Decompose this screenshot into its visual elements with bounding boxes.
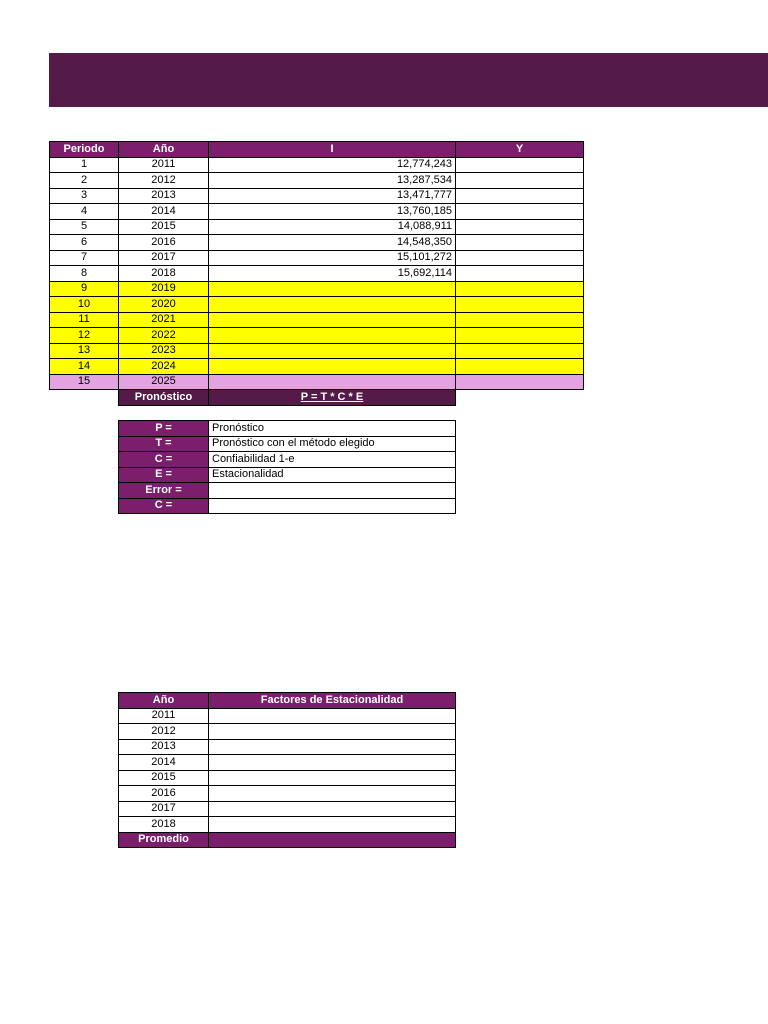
cell-anio[interactable]: 2019 — [119, 281, 209, 297]
cell-periodo[interactable]: 13 — [50, 343, 119, 359]
header-periodo[interactable]: Periodo — [50, 142, 119, 158]
cell-i[interactable]: 14,548,350 — [209, 235, 456, 251]
header-i[interactable]: I — [209, 142, 456, 158]
legend-value[interactable]: Confiabilidad 1-e — [209, 452, 456, 468]
table-row — [50, 250, 584, 266]
legend-value[interactable]: Estacionalidad — [209, 467, 456, 483]
cell-i[interactable] — [209, 374, 456, 390]
promedio-value-cell[interactable] — [209, 832, 456, 848]
season-header-anio[interactable]: Año — [119, 693, 209, 709]
cell-i[interactable]: 13,287,534 — [209, 173, 456, 189]
cell-i[interactable]: 13,760,185 — [209, 204, 456, 220]
season-year[interactable]: 2013 — [119, 739, 209, 755]
cell-periodo[interactable]: 11 — [50, 312, 119, 328]
cell-y[interactable] — [456, 235, 584, 251]
season-factor[interactable] — [209, 801, 456, 817]
pronostico-formula-table — [118, 389, 456, 406]
cell-y[interactable] — [456, 204, 584, 220]
cell-y[interactable] — [456, 312, 584, 328]
cell-y[interactable] — [456, 188, 584, 204]
season-factor[interactable] — [209, 817, 456, 833]
legend-value[interactable]: Pronóstico — [209, 421, 456, 437]
season-factor[interactable] — [209, 739, 456, 755]
season-row — [119, 708, 456, 724]
season-factor[interactable] — [209, 770, 456, 786]
legend-row — [119, 421, 456, 437]
cell-y[interactable] — [456, 374, 584, 390]
season-year[interactable]: 2011 — [119, 708, 209, 724]
cell-i[interactable]: 15,101,272 — [209, 250, 456, 266]
table-row — [50, 188, 584, 204]
cell-i[interactable] — [209, 343, 456, 359]
cell-y[interactable] — [456, 343, 584, 359]
title-banner — [49, 53, 768, 107]
cell-periodo[interactable]: 3 — [50, 188, 119, 204]
legend-key[interactable]: E = — [119, 467, 209, 483]
legend-key[interactable]: Error = — [119, 483, 209, 499]
cell-i[interactable]: 14,088,911 — [209, 219, 456, 235]
cell-periodo[interactable]: 7 — [50, 250, 119, 266]
cell-periodo[interactable]: 2 — [50, 173, 119, 189]
table-row — [50, 157, 584, 173]
cell-anio[interactable]: 2015 — [119, 219, 209, 235]
pronostico-label[interactable]: Pronóstico — [119, 390, 209, 406]
cell-anio[interactable]: 2020 — [119, 297, 209, 313]
cell-i[interactable] — [209, 359, 456, 375]
cell-y[interactable] — [456, 173, 584, 189]
cell-anio[interactable]: 2024 — [119, 359, 209, 375]
promedio-label[interactable]: Promedio — [119, 832, 209, 848]
cell-periodo[interactable]: 12 — [50, 328, 119, 344]
cell-anio[interactable]: 2014 — [119, 204, 209, 220]
table-row — [50, 374, 584, 390]
legend-key[interactable]: C = — [119, 452, 209, 468]
cell-anio[interactable]: 2022 — [119, 328, 209, 344]
legend-row — [119, 436, 456, 452]
cell-periodo[interactable]: 5 — [50, 219, 119, 235]
table-row — [50, 312, 584, 328]
cell-i[interactable]: 12,774,243 — [209, 157, 456, 173]
cell-i[interactable] — [209, 312, 456, 328]
season-factor[interactable] — [209, 724, 456, 740]
cell-periodo[interactable]: 6 — [50, 235, 119, 251]
cell-anio[interactable]: 2012 — [119, 173, 209, 189]
season-factor[interactable] — [209, 786, 456, 802]
legend-value[interactable] — [209, 483, 456, 499]
table-row — [50, 328, 584, 344]
season-year[interactable]: 2012 — [119, 724, 209, 740]
season-year[interactable]: 2017 — [119, 801, 209, 817]
season-row — [119, 724, 456, 740]
cell-anio[interactable]: 2023 — [119, 343, 209, 359]
cell-periodo[interactable]: 9 — [50, 281, 119, 297]
table-row — [50, 359, 584, 375]
cell-i[interactable]: 15,692,114 — [209, 266, 456, 282]
cell-anio[interactable]: 2011 — [119, 157, 209, 173]
cell-periodo[interactable]: 1 — [50, 157, 119, 173]
header-anio[interactable]: Año — [119, 142, 209, 158]
legend-key[interactable]: T = — [119, 436, 209, 452]
season-factor[interactable] — [209, 755, 456, 771]
cell-periodo[interactable]: 15 — [50, 374, 119, 390]
cell-y[interactable] — [456, 250, 584, 266]
cell-y[interactable] — [456, 359, 584, 375]
season-header-factores[interactable]: Factores de Estacionalidad — [209, 693, 456, 709]
cell-y[interactable] — [456, 281, 584, 297]
cell-y[interactable] — [456, 266, 584, 282]
legend-value[interactable] — [209, 498, 456, 514]
cell-anio[interactable]: 2021 — [119, 312, 209, 328]
legend-row — [119, 498, 456, 514]
cell-i[interactable] — [209, 281, 456, 297]
season-row — [119, 817, 456, 833]
table-row — [50, 219, 584, 235]
cell-anio[interactable]: 2013 — [119, 188, 209, 204]
pronostico-formula-cell[interactable] — [209, 390, 456, 406]
header-y[interactable]: Y — [456, 142, 584, 158]
cell-anio[interactable]: 2016 — [119, 235, 209, 251]
cell-y[interactable] — [456, 157, 584, 173]
season-year[interactable]: 2015 — [119, 770, 209, 786]
cell-periodo[interactable]: 10 — [50, 297, 119, 313]
pronostico-formula: P = T * C * E — [300, 390, 364, 403]
cell-anio[interactable]: 2025 — [119, 374, 209, 390]
season-row — [119, 755, 456, 771]
legend-key[interactable]: C = — [119, 498, 209, 514]
season-row — [119, 801, 456, 817]
legend-key[interactable]: P = — [119, 421, 209, 437]
cell-y[interactable] — [456, 328, 584, 344]
legend-value[interactable]: Pronóstico con el método elegido — [209, 436, 456, 452]
season-row — [119, 786, 456, 802]
cell-periodo[interactable]: 4 — [50, 204, 119, 220]
seasonality-factors-table — [118, 692, 456, 848]
cell-i[interactable] — [209, 297, 456, 313]
cell-y[interactable] — [456, 297, 584, 313]
season-row — [119, 770, 456, 786]
cell-y[interactable] — [456, 219, 584, 235]
season-factor[interactable] — [209, 708, 456, 724]
table-row — [50, 173, 584, 189]
forecast-data-table — [49, 141, 584, 390]
cell-anio[interactable]: 2017 — [119, 250, 209, 266]
legend-table — [118, 420, 456, 514]
table-row — [50, 343, 584, 359]
cell-i[interactable] — [209, 328, 456, 344]
season-year[interactable]: 2018 — [119, 817, 209, 833]
cell-periodo[interactable]: 14 — [50, 359, 119, 375]
legend-row — [119, 483, 456, 499]
cell-i[interactable]: 13,471,777 — [209, 188, 456, 204]
legend-row — [119, 467, 456, 483]
table-row — [50, 297, 584, 313]
table-row — [50, 266, 584, 282]
table-row — [50, 235, 584, 251]
cell-periodo[interactable]: 8 — [50, 266, 119, 282]
table-row — [50, 204, 584, 220]
cell-anio[interactable]: 2018 — [119, 266, 209, 282]
season-year[interactable]: 2016 — [119, 786, 209, 802]
season-year[interactable]: 2014 — [119, 755, 209, 771]
season-row — [119, 739, 456, 755]
legend-row — [119, 452, 456, 468]
table-row — [50, 281, 584, 297]
